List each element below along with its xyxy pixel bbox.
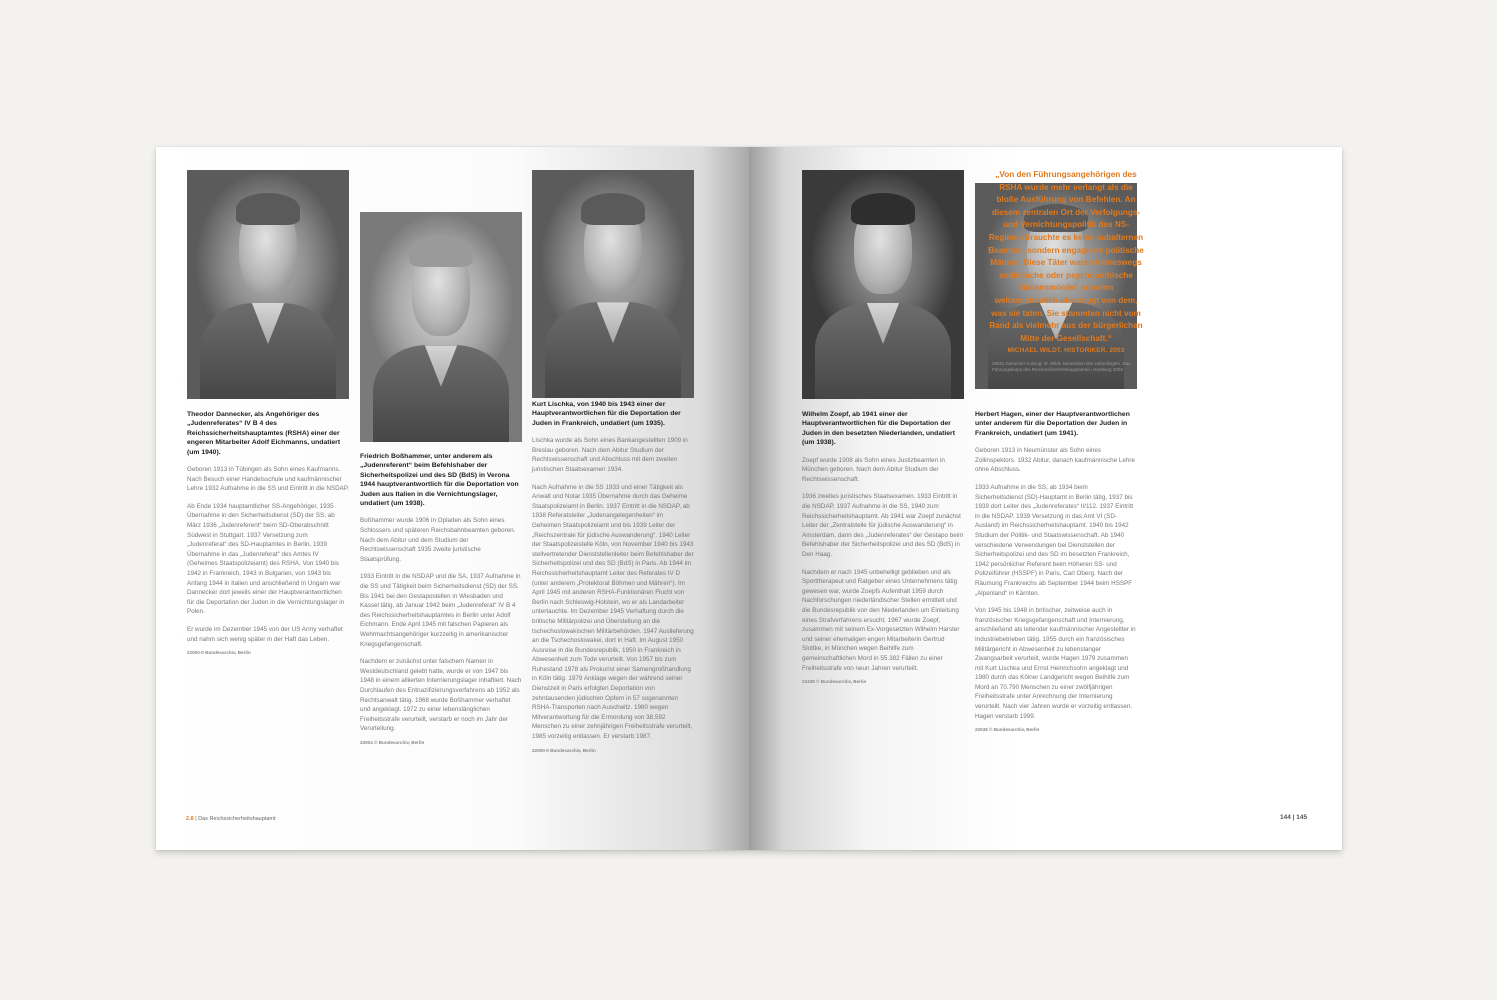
body-paragraph: 1933 Eintritt in die NSDAP und die SA, 1937 Aufnahme in die SS und Tätigkeit beim Sicherheitsdienst (SD) der SS. Bis 1941 bei den Gestapostellen in Wiesbaden und Kassel tätig, ab Januar 1942 beim „Judenreferat“ IV B 4 des Reichssicherheitshauptamtes in Berlin unter Adolf Eichmann. Ende April 1945 mit falschen Papieren als Wehrmachtsangehöriger kurzzeitig in amerikanischer Kriegsgefangenschaft.	[360, 573, 521, 648]
text-column-dannecker	[187, 410, 349, 658]
quote-text: „Von den Führungsangehörigen des RSHA wurde mehr verlangt als die bloße Ausführung von Befehlen. An diesem zentralen Ort der Verfolgungs- und Vernichtungspolitik des NS-Regimes brauchte es keine subalternen Beamten, sondern engagierte politische Männer. Diese Täter waren keineswegs sadistische oder psychopathische Massenmörder, sondern weltanschaulich überzeugt von dem, was sie taten. Sie stammten nicht vom Rand als vielmehr aus der bürgerlichen Mitte der Gesellschaft.“	[988, 170, 1144, 343]
text-column-lischka	[532, 400, 694, 755]
portrait-photo-zoepf	[802, 170, 964, 399]
chapter-title: Das Reichssicherheitshauptamt	[198, 816, 276, 822]
portrait-photo-dannecker	[187, 170, 349, 399]
quote-source: 29511 Gekürzter Auszug: M. Wildt, Generation des Unbedingten. Das Führungskorps des Reichssicherheitshauptamtes, Hamburg 2002	[992, 361, 1131, 372]
body-paragraph: Ab Ende 1934 hauptamtlicher SS-Angehöriger, 1935 Übernahme in den Sicherheitsdienst (SD) der SS, ab März 1936 „Judenreferent“ beim SD-Oberabschnitt Südwest in Stuttgart. 1937 Versetzung zum „Judenreferat“ des SD-Hauptamtes in Berlin, 1939 Übernahme in das „Judenreferat“ des Amtes IV (Geheimes Staatspolizeiamt) des RSHA. Von 1940 bis 1942 in Frankreich, 1943 in Bulgarien, von 1943 bis Anfang 1944 in Italien und anschließend in Ungarn war Dannecker dort jeweils einer der Hauptverantwortlichen für die Deportation der Juden in die Vernichtungslager in Polen.	[187, 502, 345, 616]
photo-credit: 22438 © Bundesarchiv, Berlin	[802, 679, 867, 685]
body-paragraph: Lischka wurde als Sohn eines Bankangestellten 1909 in Breslau geboren. Nach dem Abitur Studium der Rechtswissenschaft und Abschluss mit dem zweiten juristischen Staatsexamen 1934.	[532, 437, 688, 473]
portrait-photo-lischka	[532, 170, 694, 398]
photo-caption: Theodor Dannecker, als Angehöriger des „Judenreferates“ IV B 4 des Reichssicherheitshauptamtes (RSHA) einer der engeren Mitarbeiter Adolf Eichmanns, undatiert (um 1940).	[187, 411, 341, 456]
body-paragraph: 1936 zweites juristisches Staatsexamen. 1933 Eintritt in die NSDAP, 1937 Aufnahme in die SS, 1940 zum Reichssicherheitshauptamt. Ab 1941 war Zoepf zunächst Leiter der „Zentralstelle für jüdische Auswanderung“ in Amsterdam, dann des „Judenreferates“ der Gestapo beim Befehlshaber der Sicherheitspolizei und des SD (BdS) in Den Haag.	[802, 493, 964, 558]
pull-quote	[988, 169, 1144, 358]
body-paragraph: Er wurde im Dezember 1945 von der US Army verhaftet und nahm sich wenig später in der Haft das Leben.	[187, 625, 343, 643]
body-paragraph: Geboren 1913 in Tübingen als Sohn eines Kaufmanns. Nach Besuch einer Handelsschule und kaufmännischer Lehre 1932 Aufnahme in die SS und Eintritt in die NSDAP.	[187, 466, 349, 493]
body-paragraph: Boßhammer wurde 1906 in Opladen als Sohn eines Schlossers und späteren Reichsbahnbeamten geboren. Nach dem Abitur und dem Studium der Rechtswissenschaft 1935 zweite juristische Staatsprüfung.	[360, 517, 516, 563]
chapter-number: 2.8	[186, 816, 194, 822]
body-paragraph: Geboren 1913 in Neumünster als Sohn eines Zollinspektors. 1932 Abitur, danach kaufmännische Lehre ohne Abschluss.	[975, 447, 1135, 474]
photo-credit: 22049 © Bundesarchiv, Berlin	[975, 727, 1040, 733]
photo-caption: Kurt Lischka, von 1940 bis 1943 einer der Hauptverantwortlichen für die Deportation der Juden in Frankreich, undatiert (um 1935).	[532, 401, 681, 427]
body-paragraph: Zoepf wurde 1908 als Sohn eines Justizbeamten in München geboren. Nach dem Abitur Studium der Rechtswissenschaft.	[802, 456, 945, 483]
photo-credit: 22000-0 Bundesarchiv, Berlin	[532, 747, 596, 753]
photo-credit: 22000-0 Bundesarchiv, Berlin	[187, 650, 251, 656]
text-column-zoepf	[802, 410, 964, 687]
quote-author: MICHAEL WILDT, HISTORIKER, 2003	[1007, 347, 1125, 355]
text-column-bosshammer	[360, 452, 522, 748]
photo-caption: Herbert Hagen, einer der Hauptverantwortlichen unter anderem für die Deportation der Juden in Frankreich, undatiert (um 1941).	[975, 411, 1130, 437]
portrait-photo-bosshammer	[360, 212, 522, 442]
photo-caption: Wilhelm Zoepf, ab 1941 einer der Hauptverantwortlichen für die Deportation der Juden in den besetzten Niederlanden, undatiert (um 1938).	[802, 411, 955, 447]
chapter-divider: |	[195, 816, 199, 822]
body-paragraph: Nachdem er zunächst unter falschem Namen in Westdeutschland gelebt hatte, wurde er von 1947 bis 1948 in einem alliierten Internierungslager inhaftiert. Nach Durchlaufen des Entnazifizierungsverfahrens ab 1952 als Rechtsanwalt tätig. 1968 wurde Boßhammer verhaftet und angeklagt. 1972 zu einer lebenslänglichen Freiheitsstrafe verurteilt, verstarb er noch im Jahr der Verurteilung.	[360, 658, 522, 733]
body-paragraph: 1933 Aufnahme in die SS, ab 1934 beim Sicherheitsdienst (SD)-Hauptamt in Berlin tätig, 1937 bis 1939 dort Leiter des „Judenreferates“ II/112. 1937 Eintritt in die NSDAP. 1939 Versetzung in das Amt VI (SD-Ausland) im Reichssicherheitshauptamt. 1940 bis 1942 Studium der Politik- und Staatswissenschaft. Ab 1940 verschiedene Verwendungen bei Dienststellen der Sicherheitspolizei und des SD im besetzten Frankreich, 1942 persönlicher Referent beim Höheren SS- und Polizeiführer (HSSPF) in Paris, Carl Oberg. Nach der Räumung Frankreichs ab September 1944 beim HSSPF „Alpenland“ in Kärnten.	[975, 484, 1134, 597]
photo-credit: 23004 © Bundesarchiv, Berlin	[360, 739, 425, 745]
body-paragraph: Nachdem er nach 1945 unbehelligt geblieben und als Sporttherapeut und Ratgeber eines Unternehmens tätig gewesen war, wurde Zoepfs Aufenthalt 1959 durch Nachforschungen niederländischer Stellen ermittelt und die Bundesrepublik von den Niederlanden um Einleitung eines Strafverfahrens ersucht. 1967 wurde Zoepf, zusammen mit seinem Ex-Vorgesetzten Wilhelm Harster und seiner ehemaligen engen Mitarbeiterin Gertrud Slottke, in München wegen Beihilfe zum gemeinschaftlichen Mord in 55.382 Fällen zu einer Freiheitsstrafe von neun Jahren verurteilt.	[802, 568, 960, 672]
text-column-hagen	[975, 410, 1137, 735]
footer-chapter	[186, 816, 276, 822]
photo-caption: Friedrich Boßhammer, unter anderem als „Judenreferent“ beim Befehlshaber der Sicherheitspolizei und des SD (BdS) in Verona 1944 hauptverantwortlich für die Deportation von Juden aus Italien in die Vernichtungslager, undatiert (um 1938).	[360, 453, 519, 508]
body-paragraph: Nach Aufnahme in die SS 1933 und einer Tätigkeit als Anwalt und Notar 1935 Übernahme durch das Geheime Staatspolizeiamt in Berlin. 1937 Eintritt in die NSDAP, ab 1938 Referatsleiter „Judenangelegenheiten“ im Geheimen Staatspolizeiamt und bis 1939 Leiter der „Reichszentrale für jüdische Auswanderung“. 1940 Leiter der Staatspolizeistelle Köln, von November 1940 bis 1943 stellvertretender Dienststellenleiter beim Befehlshaber der Sicherheitspolizei und des SD (BdS) in Paris. Ab 1944 im Reichssicherheitshauptamt Leiter des Referates IV D (unter anderem „Protektorat Böhmen und Mähren“). Im April 1945 mit anderen RSHA-Funktionären Flucht von Berlin nach Schleswig-Holstein, wo er als Landarbeiter untertauchte. Im Dezember 1945 Verhaftung durch die britische Militärpolizei und Überstellung an die tschechoslowakischen Militärbehörden. 1947 Auslieferung an die Tschechoslowakei, dort in Haft. Im August 1950 Ausreise in die Bundesrepublik, 1950 in Frankreich in Abwesenheit zum Tode verurteilt. Von 1957 bis zum Ruhestand 1978 als Prokurist einer Samengroßhandlung in Köln tätig. 1979 Anklage wegen der während seiner Dienstzeit in Paris erfolgten Deportation von zehntausenden jüdischen Opfern in 57 sogenannten RSHA-Transporten nach Auschwitz. 1980 wegen Mitverantwortung für die Ermordung von 38.592 Menschen zu einer zehnjährigen Freiheitsstrafe verurteilt, 1985 vorzeitig entlassen. Er verstarb 1987.	[532, 483, 694, 741]
page-numbers: 144 | 145	[1280, 814, 1308, 821]
body-paragraph: Von 1945 bis 1948 in britischer, zeitweise auch in französischer Kriegsgefangenschaft und Internierung, anschließend als leitender kaufmännischer Angestellter in Industriebetrieben tätig. 1955 durch ein französisches Militärgericht in Abwesenheit zu lebenslanger Zwangsarbeit verurteilt, wurde Hagen 1979 zusammen mit Kurt Lischka und Ernst Heinrichsohn angeklagt und 1980 durch das Kölner Landgericht wegen Beihilfe zum Mord an 70.790 Menschen zu einer zwölfjährigen Freiheitsstrafe unter Anrechnung der Internierung verurteilt. Nach vier Jahren wurde er vorzeitig entlassen. Hagen verstarb 1999.	[975, 607, 1136, 720]
